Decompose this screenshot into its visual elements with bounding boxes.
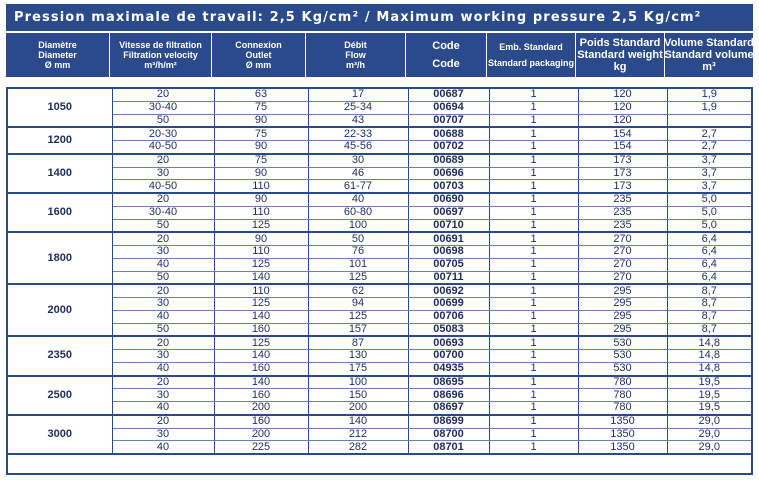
- volume-cell: 19,5: [667, 376, 751, 389]
- header-line: m³/h: [346, 60, 365, 70]
- velocity-cell: 30: [112, 246, 214, 259]
- header-outlet: [212, 33, 306, 77]
- header-line: Emb. Standard: [499, 42, 563, 52]
- velocity-cell: 20: [112, 89, 214, 101]
- code-cell: 08700: [408, 428, 489, 441]
- velocity-cell: 20: [112, 193, 214, 206]
- volume-cell: 5,0: [667, 219, 751, 232]
- weight-cell: 1350: [578, 441, 667, 454]
- table-row: [8, 246, 751, 259]
- outlet-cell: 140: [214, 271, 308, 284]
- weight-cell: 295: [578, 298, 667, 311]
- weight-cell: 530: [578, 350, 667, 363]
- table-row: [8, 362, 751, 375]
- diameter-cell: 1400: [8, 154, 112, 193]
- velocity-cell: 40: [112, 310, 214, 323]
- volume-cell: 14,8: [667, 350, 751, 363]
- flow-cell: 22-33: [308, 127, 408, 140]
- weight-cell: 270: [578, 246, 667, 259]
- packaging-cell: 1: [489, 415, 578, 428]
- flow-cell: 130: [308, 350, 408, 363]
- velocity-cell: 30-40: [112, 101, 214, 114]
- flow-cell: 94: [308, 298, 408, 311]
- code-cell: 08695: [408, 376, 489, 389]
- flow-cell: 200: [308, 402, 408, 415]
- header-line: Standard volume: [664, 49, 754, 61]
- data-table-frame: [6, 87, 753, 475]
- header-line: m³: [702, 61, 716, 73]
- table-row: [8, 258, 751, 271]
- outlet-cell: 125: [214, 258, 308, 271]
- diameter-cell: 2500: [8, 376, 112, 415]
- volume-cell: 8,7: [667, 298, 751, 311]
- table-row: [8, 193, 751, 206]
- flow-cell: 62: [308, 284, 408, 297]
- weight-cell: 780: [578, 402, 667, 415]
- volume-cell: 8,7: [667, 310, 751, 323]
- header-line: Standard weight: [577, 49, 663, 61]
- volume-cell: 1,9: [667, 89, 751, 101]
- code-cell: 00692: [408, 284, 489, 297]
- packaging-cell: 1: [489, 167, 578, 180]
- outlet-cell: 125: [214, 219, 308, 232]
- table-row: [8, 114, 751, 127]
- weight-cell: 235: [578, 206, 667, 219]
- outlet-cell: 90: [214, 167, 308, 180]
- weight-cell: 530: [578, 362, 667, 375]
- outlet-cell: 63: [214, 89, 308, 101]
- velocity-cell: 40-50: [112, 180, 214, 193]
- packaging-cell: 1: [489, 402, 578, 415]
- weight-cell: 295: [578, 284, 667, 297]
- page-title: Pression maximale de travail: 2,5 Kg/cm² / Maximum working pressure 2,5 Kg/cm²: [6, 4, 753, 31]
- code-cell: 08699: [408, 415, 489, 428]
- packaging-cell: 1: [489, 350, 578, 363]
- packaging-cell: 1: [489, 206, 578, 219]
- weight-cell: 173: [578, 154, 667, 167]
- volume-cell: 2,7: [667, 127, 751, 140]
- diameter-cell: 1200: [8, 127, 112, 154]
- outlet-cell: 110: [214, 284, 308, 297]
- volume-cell: 3,7: [667, 180, 751, 193]
- packaging-cell: 1: [489, 428, 578, 441]
- header-line: Poids Standard: [579, 37, 661, 49]
- header-line: Vitesse de filtration: [119, 40, 202, 50]
- volume-cell: 5,0: [667, 193, 751, 206]
- header-line: Diameter: [38, 50, 77, 60]
- volume-cell: 14,8: [667, 362, 751, 375]
- packaging-cell: 1: [489, 284, 578, 297]
- velocity-cell: 30: [112, 350, 214, 363]
- code-cell: 08697: [408, 402, 489, 415]
- flow-cell: 17: [308, 89, 408, 101]
- volume-cell: 1,9: [667, 101, 751, 114]
- velocity-cell: 50: [112, 219, 214, 232]
- weight-cell: 120: [578, 101, 667, 114]
- flow-cell: 157: [308, 323, 408, 336]
- packaging-cell: 1: [489, 271, 578, 284]
- packaging-cell: 1: [489, 310, 578, 323]
- flow-cell: 125: [308, 271, 408, 284]
- velocity-cell: 30-40: [112, 206, 214, 219]
- table-row: [8, 350, 751, 363]
- header-diameter: [6, 33, 110, 77]
- velocity-cell: 40: [112, 441, 214, 454]
- header-code: [406, 33, 487, 77]
- velocity-cell: 20: [112, 284, 214, 297]
- volume-cell: 19,5: [667, 389, 751, 402]
- velocity-cell: 20: [112, 415, 214, 428]
- flow-cell: 87: [308, 336, 408, 349]
- packaging-cell: 1: [489, 89, 578, 101]
- volume-cell: 29,0: [667, 428, 751, 441]
- packaging-cell: 1: [489, 114, 578, 127]
- outlet-cell: 160: [214, 323, 308, 336]
- velocity-cell: 20: [112, 376, 214, 389]
- diameter-cell: 1600: [8, 193, 112, 232]
- code-cell: 08701: [408, 441, 489, 454]
- outlet-cell: 125: [214, 336, 308, 349]
- weight-cell: 270: [578, 258, 667, 271]
- table-row: [8, 310, 751, 323]
- flow-cell: 30: [308, 154, 408, 167]
- code-cell: 00691: [408, 232, 489, 245]
- flow-cell: 212: [308, 428, 408, 441]
- header-line: m³/h/m²: [144, 60, 177, 70]
- outlet-cell: 225: [214, 441, 308, 454]
- code-cell: 04935: [408, 362, 489, 375]
- header-flow: [306, 33, 406, 77]
- diameter-cell: 1050: [8, 89, 112, 127]
- flow-cell: 50: [308, 232, 408, 245]
- flow-cell: 60-80: [308, 206, 408, 219]
- packaging-cell: 1: [489, 101, 578, 114]
- weight-cell: 295: [578, 323, 667, 336]
- outlet-cell: 110: [214, 180, 308, 193]
- volume-cell: 29,0: [667, 441, 751, 454]
- table-row: [8, 402, 751, 415]
- packaging-cell: 1: [489, 441, 578, 454]
- header-filtration-velocity: [110, 33, 212, 77]
- velocity-cell: 40: [112, 362, 214, 375]
- velocity-cell: 20: [112, 154, 214, 167]
- velocity-cell: 50: [112, 271, 214, 284]
- outlet-cell: 90: [214, 193, 308, 206]
- header-line: Connexion: [235, 40, 282, 50]
- weight-cell: 780: [578, 389, 667, 402]
- table-row: [8, 336, 751, 349]
- weight-cell: 154: [578, 141, 667, 154]
- velocity-cell: 30: [112, 167, 214, 180]
- table-row: [8, 428, 751, 441]
- flow-cell: 40: [308, 193, 408, 206]
- volume-cell: 6,4: [667, 271, 751, 284]
- packaging-cell: 1: [489, 258, 578, 271]
- outlet-cell: 110: [214, 246, 308, 259]
- volume-cell: 19,5: [667, 402, 751, 415]
- outlet-cell: 90: [214, 141, 308, 154]
- header-line: Standard packaging: [487, 58, 575, 68]
- packaging-cell: 1: [489, 376, 578, 389]
- packaging-cell: 1: [489, 298, 578, 311]
- velocity-cell: 40-50: [112, 141, 214, 154]
- flow-cell: 150: [308, 389, 408, 402]
- table-row: [8, 323, 751, 336]
- packaging-cell: 1: [489, 323, 578, 336]
- velocity-cell: 50: [112, 323, 214, 336]
- packaging-cell: 1: [489, 219, 578, 232]
- flow-cell: 43: [308, 114, 408, 127]
- weight-cell: 154: [578, 127, 667, 140]
- packaging-cell: 1: [489, 154, 578, 167]
- code-cell: 00699: [408, 298, 489, 311]
- flow-cell: 45-56: [308, 141, 408, 154]
- weight-cell: 1350: [578, 415, 667, 428]
- table-row: [8, 376, 751, 389]
- velocity-cell: 20: [112, 336, 214, 349]
- packaging-cell: 1: [489, 336, 578, 349]
- outlet-cell: 90: [214, 114, 308, 127]
- outlet-cell: 200: [214, 428, 308, 441]
- volume-cell: 8,7: [667, 323, 751, 336]
- diameter-cell: 3000: [8, 415, 112, 454]
- header-line: Débit: [344, 40, 367, 50]
- velocity-cell: 20-30: [112, 127, 214, 140]
- table-row: [8, 441, 751, 454]
- table-row: [8, 89, 751, 101]
- header-line: Diamètre: [38, 40, 77, 50]
- volume-cell: 6,4: [667, 246, 751, 259]
- weight-cell: 1350: [578, 428, 667, 441]
- header-standard-volume: [665, 33, 753, 77]
- outlet-cell: 160: [214, 389, 308, 402]
- outlet-cell: 140: [214, 350, 308, 363]
- code-cell: 05083: [408, 323, 489, 336]
- code-cell: 00688: [408, 127, 489, 140]
- code-cell: 00687: [408, 89, 489, 101]
- outlet-cell: 160: [214, 415, 308, 428]
- table-row: [8, 141, 751, 154]
- outlet-cell: 160: [214, 362, 308, 375]
- weight-cell: 173: [578, 167, 667, 180]
- flow-cell: 282: [308, 441, 408, 454]
- table-header: [6, 33, 753, 77]
- weight-cell: 270: [578, 232, 667, 245]
- velocity-cell: 50: [112, 114, 214, 127]
- flow-cell: 100: [308, 376, 408, 389]
- diameter-cell: 2350: [8, 336, 112, 375]
- weight-cell: 120: [578, 114, 667, 127]
- flow-cell: 140: [308, 415, 408, 428]
- outlet-cell: 90: [214, 232, 308, 245]
- outlet-cell: 75: [214, 127, 308, 140]
- table-row: [8, 232, 751, 245]
- outlet-cell: 75: [214, 101, 308, 114]
- flow-cell: 25-34: [308, 101, 408, 114]
- outlet-cell: 200: [214, 402, 308, 415]
- diameter-cell: 2000: [8, 284, 112, 336]
- header-standard-weight: [576, 33, 665, 77]
- volume-cell: 3,7: [667, 154, 751, 167]
- velocity-cell: 30: [112, 389, 214, 402]
- volume-cell: 5,0: [667, 206, 751, 219]
- flow-cell: 61-77: [308, 180, 408, 193]
- code-cell: 00696: [408, 167, 489, 180]
- volume-cell: 14,8: [667, 336, 751, 349]
- table-row: [8, 219, 751, 232]
- code-cell: 00705: [408, 258, 489, 271]
- packaging-cell: 1: [489, 389, 578, 402]
- packaging-cell: 1: [489, 127, 578, 140]
- code-cell: 00702: [408, 141, 489, 154]
- diameter-cell: 1800: [8, 232, 112, 284]
- velocity-cell: 30: [112, 428, 214, 441]
- weight-cell: 235: [578, 193, 667, 206]
- packaging-cell: 1: [489, 246, 578, 259]
- table-row: [8, 298, 751, 311]
- velocity-cell: 20: [112, 232, 214, 245]
- code-cell: 00693: [408, 336, 489, 349]
- packaging-cell: 1: [489, 362, 578, 375]
- table-row: [8, 180, 751, 193]
- code-cell: 00697: [408, 206, 489, 219]
- outlet-cell: 75: [214, 154, 308, 167]
- table-row: [8, 101, 751, 114]
- code-cell: 00710: [408, 219, 489, 232]
- packaging-cell: 1: [489, 180, 578, 193]
- weight-cell: 270: [578, 271, 667, 284]
- code-cell: 00711: [408, 271, 489, 284]
- table-row: [8, 154, 751, 167]
- weight-cell: 173: [578, 180, 667, 193]
- flow-cell: 76: [308, 246, 408, 259]
- weight-cell: 235: [578, 219, 667, 232]
- code-cell: 00700: [408, 350, 489, 363]
- flow-cell: 125: [308, 310, 408, 323]
- table-row: [8, 206, 751, 219]
- volume-cell: 2,7: [667, 141, 751, 154]
- volume-cell: 6,4: [667, 258, 751, 271]
- data-table: [8, 89, 751, 455]
- header-line: Outlet: [245, 50, 272, 60]
- volume-cell: 6,4: [667, 232, 751, 245]
- header-line: Volume Standard: [664, 37, 754, 49]
- code-cell: 00689: [408, 154, 489, 167]
- code-cell: 00703: [408, 180, 489, 193]
- header-line: kg: [613, 61, 627, 73]
- code-cell: 00707: [408, 114, 489, 127]
- velocity-cell: 40: [112, 258, 214, 271]
- packaging-cell: 1: [489, 232, 578, 245]
- header-line: Flow: [345, 50, 366, 60]
- table-row: [8, 127, 751, 140]
- table-row: [8, 167, 751, 180]
- outlet-cell: 110: [214, 206, 308, 219]
- code-cell: 00706: [408, 310, 489, 323]
- outlet-cell: 125: [214, 298, 308, 311]
- header-line: Code: [432, 58, 460, 70]
- weight-cell: 295: [578, 310, 667, 323]
- code-cell: 00694: [408, 101, 489, 114]
- code-cell: 00698: [408, 246, 489, 259]
- code-cell: 08696: [408, 389, 489, 402]
- volume-cell: 3,7: [667, 167, 751, 180]
- table-row: [8, 271, 751, 284]
- header-line: Ø mm: [44, 60, 71, 70]
- flow-cell: 46: [308, 167, 408, 180]
- table-row: [8, 284, 751, 297]
- flow-cell: 101: [308, 258, 408, 271]
- outlet-cell: 140: [214, 310, 308, 323]
- weight-cell: 120: [578, 89, 667, 101]
- code-cell: 00690: [408, 193, 489, 206]
- flow-cell: 100: [308, 219, 408, 232]
- packaging-cell: 1: [489, 193, 578, 206]
- header-line: Code: [432, 40, 460, 52]
- table-row: [8, 389, 751, 402]
- weight-cell: 780: [578, 376, 667, 389]
- volume-cell: [667, 114, 751, 127]
- packaging-cell: 1: [489, 141, 578, 154]
- flow-cell: 175: [308, 362, 408, 375]
- header-line: Filtration velocity: [123, 50, 198, 60]
- header-standard-packaging: [487, 33, 576, 77]
- velocity-cell: 40: [112, 402, 214, 415]
- table-row: [8, 415, 751, 428]
- weight-cell: 530: [578, 336, 667, 349]
- header-line: Ø mm: [245, 60, 272, 70]
- volume-cell: 29,0: [667, 415, 751, 428]
- outlet-cell: 140: [214, 376, 308, 389]
- velocity-cell: 30: [112, 298, 214, 311]
- volume-cell: 8,7: [667, 284, 751, 297]
